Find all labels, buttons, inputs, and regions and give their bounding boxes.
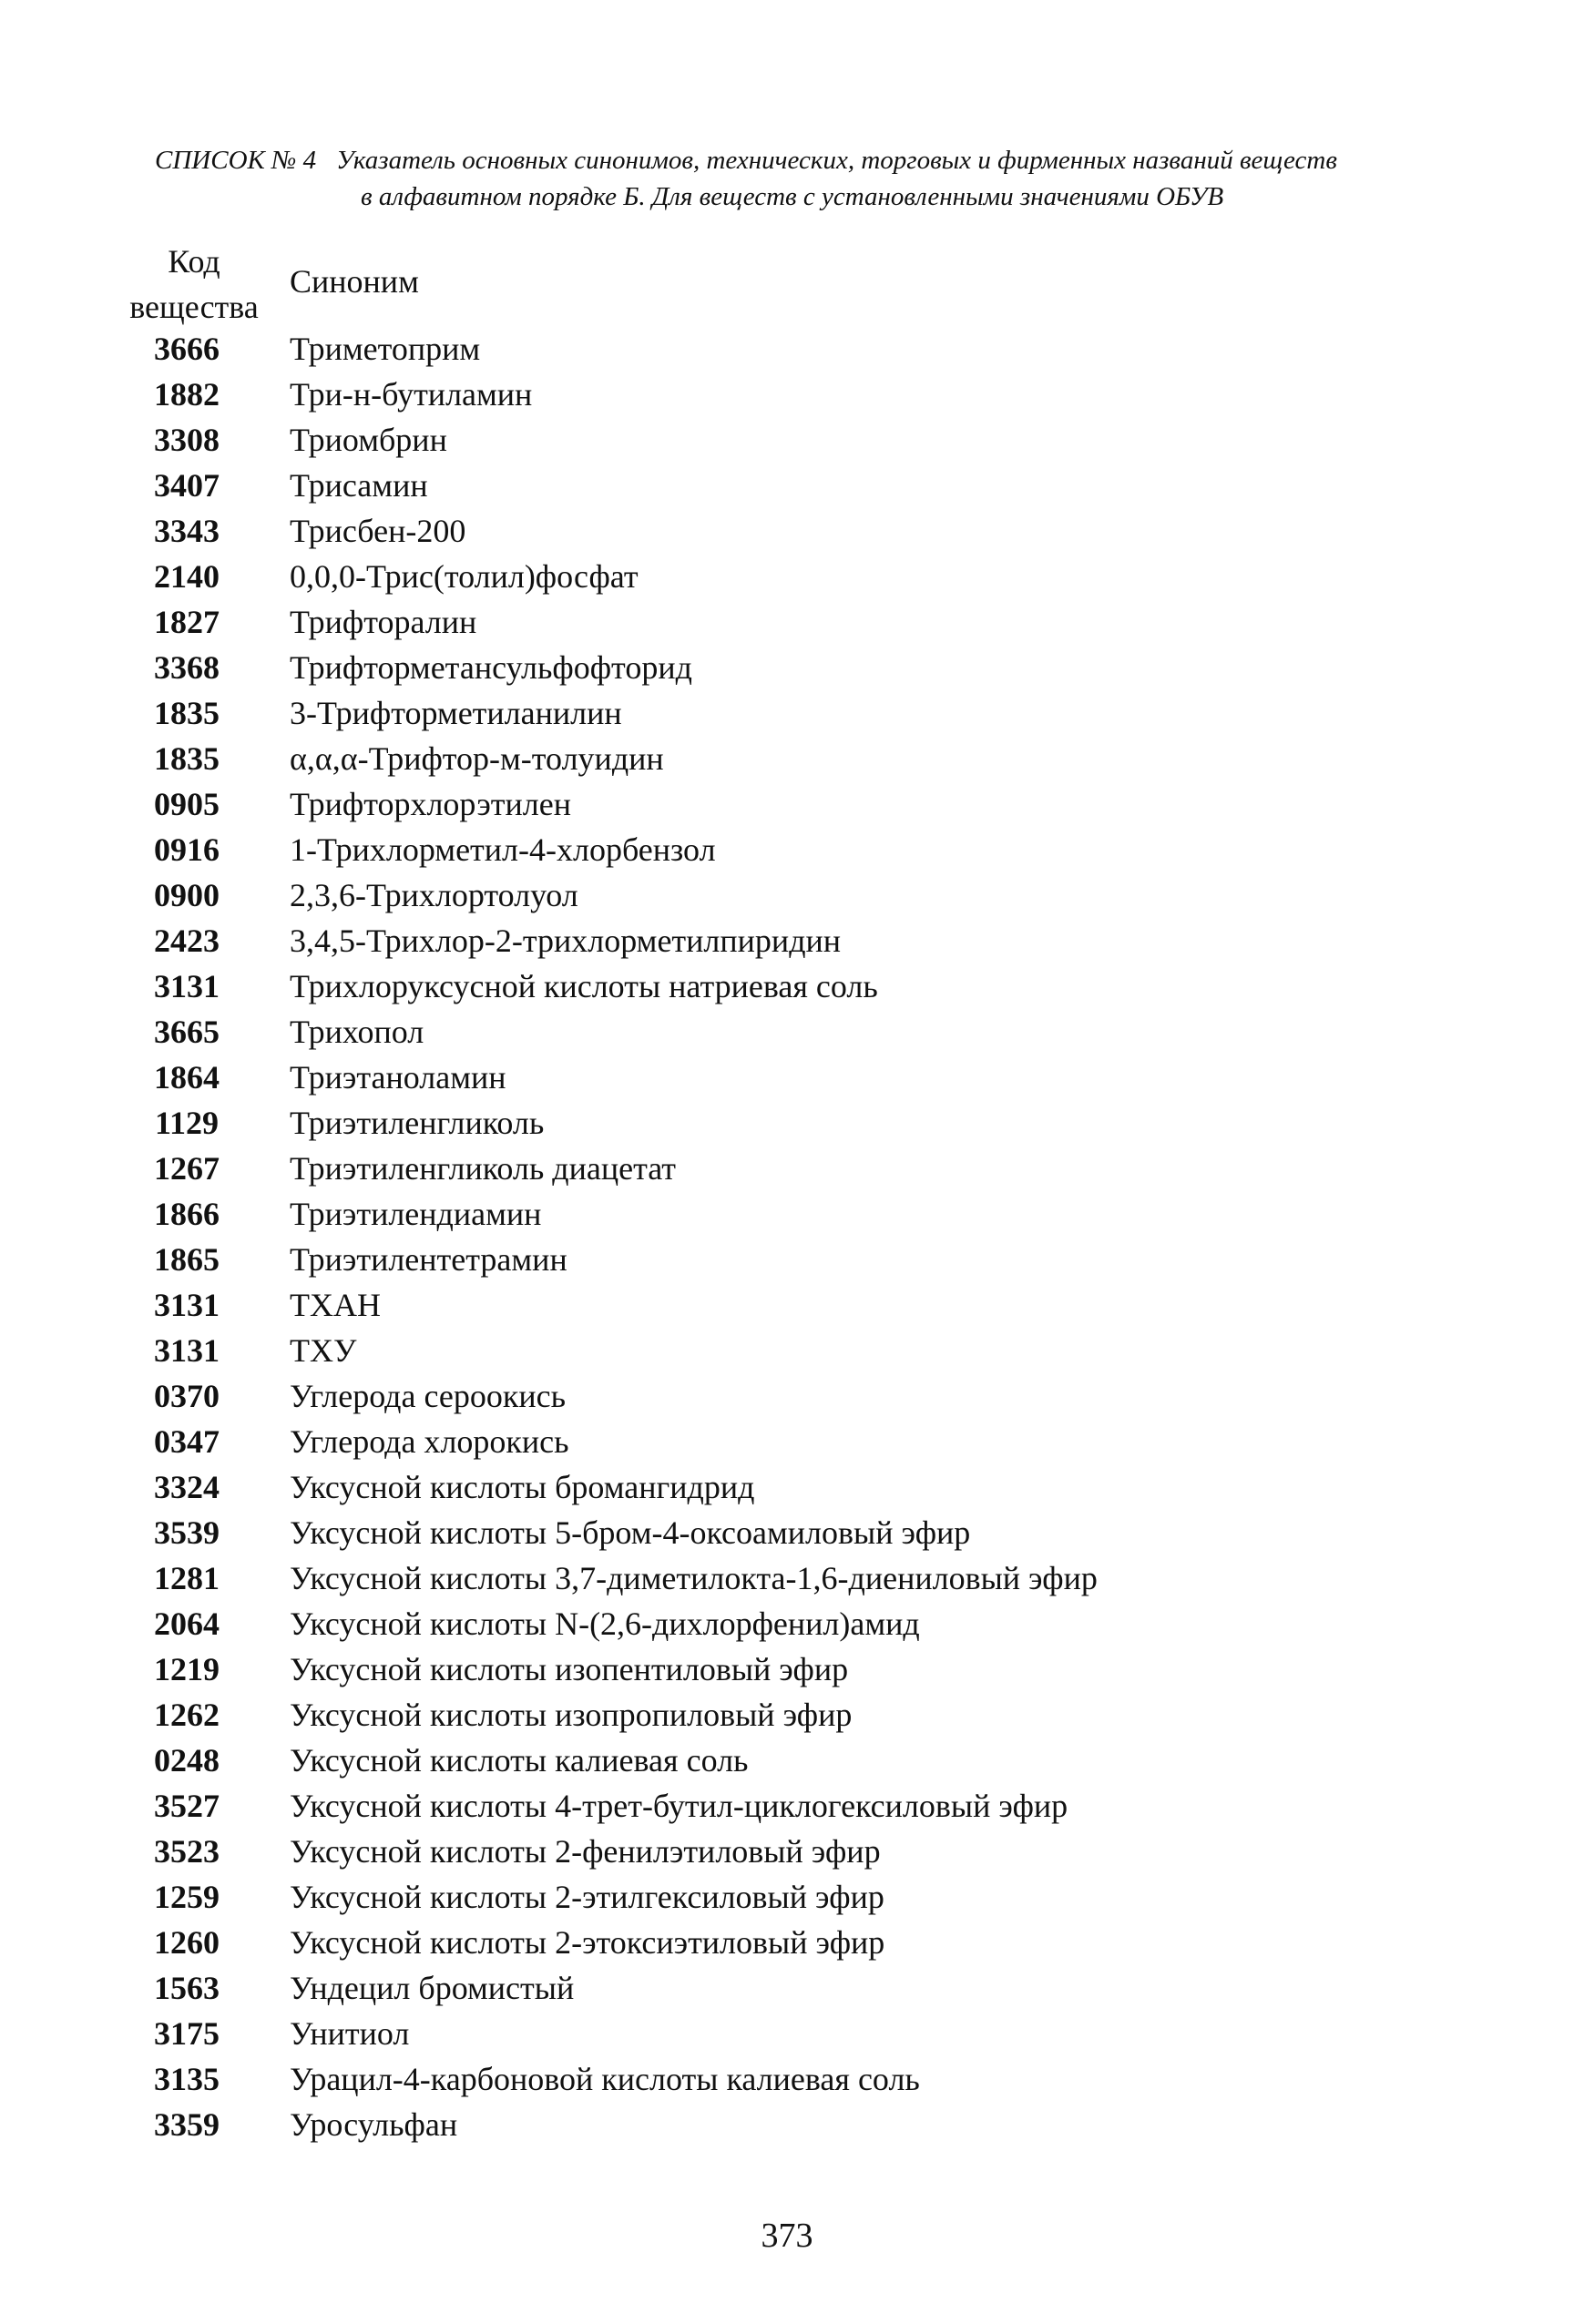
table-row	[0, 1100, 1574, 1146]
substance-code: 0905	[154, 786, 220, 822]
synonym-text: Уксусной кислоты изопентиловый эфир	[290, 1651, 849, 1687]
synonym-text: Триэтаноламин	[290, 1059, 506, 1096]
synonym-text: Урацил-4-карбоновой кислоты калиевая соль	[290, 2061, 920, 2097]
substance-code: 3131	[154, 1287, 220, 1323]
substance-code: 2140	[154, 558, 220, 595]
substance-code: 3407	[154, 467, 220, 504]
code-header-line-1: Код	[168, 243, 220, 280]
table-row	[0, 1829, 1574, 1874]
substance-code: 3324	[154, 1469, 220, 1505]
synonym-text: Трихопол	[290, 1014, 424, 1050]
substance-code: 1260	[154, 1924, 220, 1961]
substance-code: 0347	[154, 1423, 220, 1460]
synonym-text: Триэтиленгликоль диацетат	[290, 1150, 677, 1187]
table-row	[0, 1282, 1574, 1328]
table-row	[0, 599, 1574, 645]
table-row	[0, 1555, 1574, 1601]
synonym-text: Уксусной кислоты бромангидрид	[290, 1469, 755, 1505]
substance-code: 2423	[154, 922, 220, 959]
synonym-text: Триэтиленгликоль	[290, 1105, 545, 1141]
table-row	[0, 1237, 1574, 1282]
header-line-1	[155, 142, 1430, 178]
header-title-line-1: Указатель основных синонимов, технических, торговых и фирменных названий веществ	[336, 146, 1337, 175]
table-row	[0, 736, 1574, 781]
synonym-text: Уксусной кислоты 2-этилгексиловый эфир	[290, 1879, 884, 1915]
table-row	[0, 690, 1574, 736]
synonym-text: Трихлоруксусной кислоты натриевая соль	[290, 968, 878, 1004]
table-row	[0, 372, 1574, 417]
substance-code: 1267	[154, 1150, 220, 1187]
synonym-text: Уксусной кислоты 2-фенилэтиловый эфир	[290, 1833, 881, 1870]
table-row	[0, 2056, 1574, 2102]
synonym-text: Ундецил бромистый	[290, 1970, 575, 2006]
table-row	[0, 417, 1574, 463]
table-row	[0, 1510, 1574, 1555]
table-row	[0, 554, 1574, 599]
substance-code: 1827	[154, 604, 220, 640]
substance-code: 1835	[154, 695, 220, 731]
substance-code: 0248	[154, 1742, 220, 1779]
code-column-header	[117, 239, 271, 330]
synonym-table-body	[0, 326, 1574, 2147]
page-number: 373	[761, 2217, 813, 2255]
synonym-text: Углерода сероокись	[290, 1378, 567, 1414]
substance-code: 0370	[154, 1378, 220, 1414]
synonym-text: ТХАН	[290, 1287, 381, 1323]
synonym-text: Трифторхлорэтилен	[290, 786, 571, 822]
table-row	[0, 1646, 1574, 1692]
substance-code: 3131	[154, 1332, 220, 1369]
table-row	[0, 645, 1574, 690]
table-row	[0, 1328, 1574, 1373]
synonym-text: Трисбен-200	[290, 513, 466, 549]
substance-code: 3539	[154, 1514, 220, 1551]
substance-code: 1219	[154, 1651, 220, 1687]
substance-code: 3135	[154, 2061, 220, 2097]
synonym-text: Триэтилентетрамин	[290, 1241, 567, 1278]
substance-code: 3523	[154, 1833, 220, 1870]
table-row	[0, 1783, 1574, 1829]
substance-code: 1865	[154, 1241, 220, 1278]
synonym-text: Уксусной кислоты 4-трет-бутил-циклогексиловый эфир	[290, 1788, 1068, 1824]
synonym-text: ТХУ	[290, 1332, 357, 1369]
substance-code: 3368	[154, 649, 220, 686]
substance-code: 3308	[154, 422, 220, 458]
header-title-line-2: в алфавитном порядке Б. Для веществ с установленными значениями ОБУВ	[361, 182, 1224, 211]
table-row	[0, 1055, 1574, 1100]
table-row	[0, 1601, 1574, 1646]
substance-code: 3666	[154, 331, 220, 367]
table-row	[0, 1009, 1574, 1055]
table-row	[0, 1419, 1574, 1464]
table-row	[0, 1920, 1574, 1965]
synonym-text: Триэтилендиамин	[290, 1196, 542, 1232]
synonym-text: Углерода хлорокись	[290, 1423, 569, 1460]
synonym-text: Трисамин	[290, 467, 428, 504]
synonym-text: Три-н-бутиламин	[290, 376, 533, 413]
synonym-text: Трифторметансульфофторид	[290, 649, 692, 686]
synonym-text: Триметоприм	[290, 331, 481, 367]
substance-code: 3359	[154, 2106, 220, 2143]
synonym-column-header: Синоним	[290, 263, 419, 300]
substance-code: 1864	[154, 1059, 220, 1096]
table-row	[0, 1874, 1574, 1920]
substance-code: 1866	[154, 1196, 220, 1232]
table-row	[0, 326, 1574, 372]
substance-code: 2064	[154, 1605, 220, 1642]
substance-code: 3527	[154, 1788, 220, 1824]
table-row	[0, 781, 1574, 827]
synonym-text: 3-Трифторметиланилин	[290, 695, 622, 731]
substance-code: 3665	[154, 1014, 220, 1050]
synonym-text: 1-Трихлорметил-4-хлорбензол	[290, 831, 716, 868]
synonym-text: Унитиол	[290, 2015, 410, 2052]
synonym-text: Уксусной кислоты изопропиловый эфир	[290, 1697, 853, 1733]
substance-code: 1129	[154, 1105, 219, 1141]
synonym-text: Уксусной кислоты 5-бром-4-оксоамиловый эфир	[290, 1514, 971, 1551]
table-row	[0, 508, 1574, 554]
substance-code: 3131	[154, 968, 220, 1004]
substance-code: 1835	[154, 740, 220, 777]
page-header	[155, 142, 1430, 215]
substance-code: 1563	[154, 1970, 220, 2006]
table-row	[0, 2011, 1574, 2056]
synonym-text: 3,4,5-Трихлор-2-трихлорметилпиридин	[290, 922, 842, 959]
table-row	[0, 1965, 1574, 2011]
table-row	[0, 963, 1574, 1009]
substance-code: 0900	[154, 877, 220, 913]
synonym-text: Триомбрин	[290, 422, 447, 458]
synonym-text: Трифторалин	[290, 604, 477, 640]
table-row	[0, 1146, 1574, 1191]
table-row	[0, 1464, 1574, 1510]
table-row	[0, 1373, 1574, 1419]
synonym-text: 2,3,6-Трихлортолуол	[290, 877, 578, 913]
synonym-text: Уросульфан	[290, 2106, 458, 2143]
synonym-text: 0,0,0-Трис(толил)фосфат	[290, 558, 639, 595]
synonym-text: Уксусной кислоты N-(2,6-дихлорфенил)амид	[290, 1605, 920, 1642]
substance-code: 3343	[154, 513, 220, 549]
table-row	[0, 1191, 1574, 1237]
substance-code: 1262	[154, 1697, 220, 1733]
table-row	[0, 827, 1574, 872]
synonym-text: α,α,α-Трифтор-м-толуидин	[290, 740, 664, 777]
code-header-line-2: вещества	[129, 289, 259, 325]
synonym-text: Уксусной кислоты 2-этоксиэтиловый эфир	[290, 1924, 885, 1961]
synonym-text: Уксусной кислоты 3,7-диметилокта-1,6-диениловый эфир	[290, 1560, 1098, 1596]
table-row	[0, 2102, 1574, 2147]
substance-code: 1882	[154, 376, 220, 413]
table-row	[0, 463, 1574, 508]
synonym-text: Уксусной кислоты калиевая соль	[290, 1742, 749, 1779]
substance-code: 0916	[154, 831, 220, 868]
substance-code: 1281	[154, 1560, 220, 1596]
table-row	[0, 1692, 1574, 1738]
table-row	[0, 918, 1574, 963]
table-row	[0, 1738, 1574, 1783]
substance-code: 1259	[154, 1879, 220, 1915]
substance-code: 3175	[154, 2015, 220, 2052]
table-row	[0, 872, 1574, 918]
list-number: СПИСОК № 4	[155, 146, 317, 175]
